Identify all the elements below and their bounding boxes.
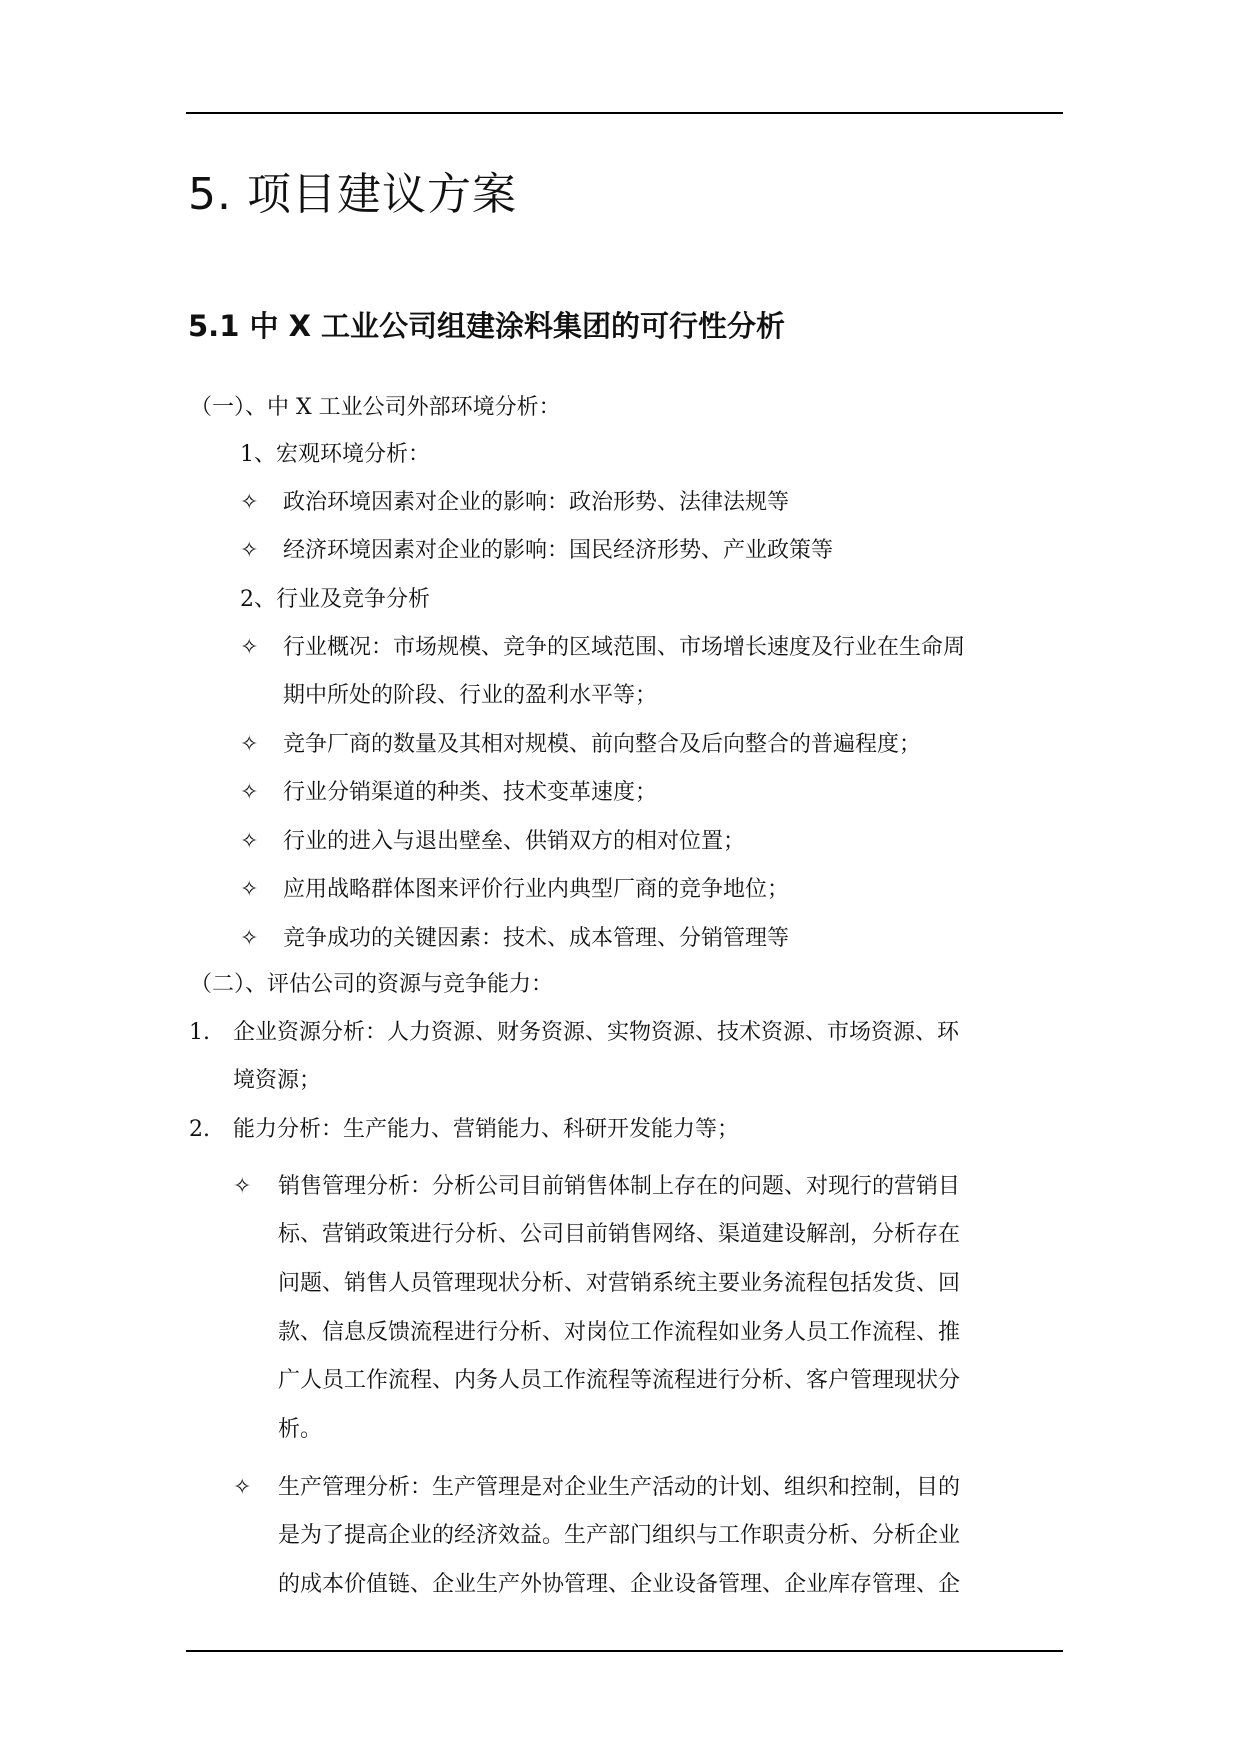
sub2-title: 2、行业及竞争分析: [240, 587, 430, 612]
paragraph-line: 是为了提高企业的经济效益。生产部门组织与工作职责分析、分析企业: [278, 1523, 961, 1548]
list-item: 竞争厂商的数量及其相对规模、前向整合及后向整合的普遍程度；: [283, 732, 922, 757]
bullet-icon: ✧: [240, 829, 259, 854]
paragraph-line: 问题、销售人员管理现状分析、对营销系统主要业务流程包括发货、回: [278, 1271, 961, 1296]
list-item: 行业分销渠道的种类、技术变革速度；: [283, 780, 658, 805]
bullet-icon: ✧: [240, 877, 259, 902]
paragraph-line: 标、营销政策进行分析、公司目前销售网络、渠道建设解剖，分析存在: [278, 1222, 961, 1247]
paragraph-line: 生产管理分析：生产管理是对企业生产活动的计划、组织和控制，目的: [278, 1475, 961, 1500]
paragraph-line: 销售管理分析：分析公司目前销售体制上存在的问题、对现行的营销目: [278, 1174, 961, 1199]
list-item: 竞争成功的关键因素：技术、成本管理、分销管理等: [283, 926, 790, 951]
section2-title: （二）、评估公司的资源与竞争能力：: [190, 972, 554, 997]
list-number: 2.: [189, 1117, 210, 1142]
numbered-item-line: 企业资源分析：人力资源、财务资源、实物资源、技术资源、市场资源、环: [233, 1020, 960, 1045]
numbered-item-line: 能力分析：生产能力、营销能力、科研开发能力等；: [233, 1117, 740, 1142]
list-item: 行业的进入与退出壁垒、供销双方的相对位置；: [283, 829, 746, 854]
bullet-icon: ✧: [240, 732, 259, 757]
bullet-icon: ✧: [240, 635, 259, 660]
list-item: 经济环境因素对企业的影响：国民经济形势、产业政策等: [283, 538, 834, 563]
list-item: 应用战略群体图来评价行业内典型厂商的竞争地位；: [283, 877, 790, 902]
section1-title: （一）、中 X 工业公司外部环境分析：: [190, 395, 561, 420]
bullet-icon: ✧: [233, 1475, 252, 1500]
list-item-line: 行业概况：市场规模、竞争的区域范围、市场增长速度及行业在生命周: [283, 635, 966, 660]
list-item: 政治环境因素对企业的影响：政治形势、法律法规等: [283, 490, 790, 515]
header-rule: [186, 112, 1063, 114]
paragraph-line: 的成本价值链、企业生产外协管理、企业设备管理、企业库存管理、企: [278, 1572, 961, 1597]
paragraph-line: 广人员工作流程、内务人员工作流程等流程进行分析、客户管理现状分: [278, 1368, 961, 1393]
paragraph-line: 析。: [278, 1417, 323, 1442]
footer-rule: [186, 1650, 1063, 1652]
sub1-title: 1、宏观环境分析：: [240, 442, 430, 467]
paragraph-line: 款、信息反馈流程进行分析、对岗位工作流程如业务人员工作流程、推: [278, 1320, 961, 1345]
bullet-icon: ✧: [233, 1174, 252, 1199]
bullet-icon: ✧: [240, 538, 259, 563]
page-title: 5. 项目建议方案: [188, 169, 517, 220]
bullet-icon: ✧: [240, 926, 259, 951]
section-heading: 5.1 中 X 工业公司组建涂料集团的可行性分析: [188, 309, 786, 343]
list-item-line: 期中所处的阶段、行业的盈利水平等；: [283, 683, 658, 708]
list-number: 1.: [189, 1020, 210, 1045]
bullet-icon: ✧: [240, 780, 259, 805]
bullet-icon: ✧: [240, 490, 259, 515]
numbered-item-line: 境资源；: [233, 1068, 322, 1093]
